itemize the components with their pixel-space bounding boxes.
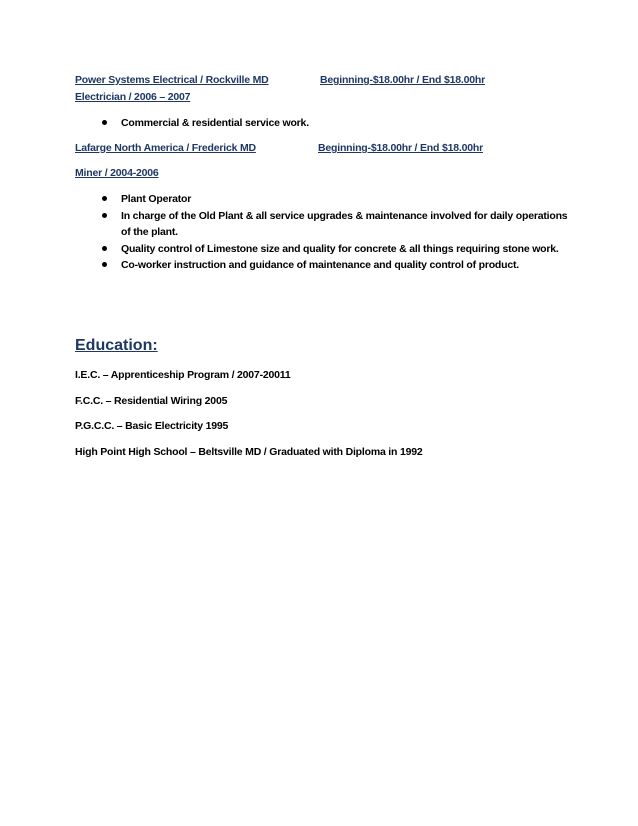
education-entry: F.C.C. – Residential Wiring 2005 [75,395,228,407]
duty-item: Commercial & residential service work. [101,115,561,132]
bullet-icon [102,246,107,251]
education-entry: P.G.C.C. – Basic Electricity 1995 [75,420,229,432]
job-2-pay: Beginning-$18.00hr / End $18.00hr [318,142,483,154]
duty-item: In charge of the Old Plant & all service upgrades & maintenance involved for daily operations of the plant. [101,208,571,241]
job-1-pay: Beginning-$18.00hr / End $18.00hr [320,74,485,86]
duty-item: Quality control of Limestone size and quality for concrete & all things requiring stone work. [101,241,571,258]
education-heading: Education: [75,337,158,354]
education-entry: High Point High School – Beltsville MD / Graduated with Diploma in 1992 [75,446,423,458]
job-2-duties [101,191,571,274]
duty-item: Co-worker instruction and guidance of maintenance and quality control of product. [101,257,571,274]
job-1-employer: Power Systems Electrical / Rockville MD [75,74,269,86]
bullet-icon [102,196,107,201]
job-1-title: Electrician / 2006 – 2007 [75,91,191,103]
bullet-icon [102,262,107,267]
bullet-icon [102,213,107,218]
job-2-employer: Lafarge North America / Frederick MD [75,142,256,154]
bullet-icon [102,120,107,125]
duty-item: Plant Operator [101,191,571,208]
job-2-title: Miner / 2004-2006 [75,167,159,179]
job-1-duties [101,115,561,132]
education-entry: I.E.C. – Apprenticeship Program / 2007-20011 [75,369,291,381]
